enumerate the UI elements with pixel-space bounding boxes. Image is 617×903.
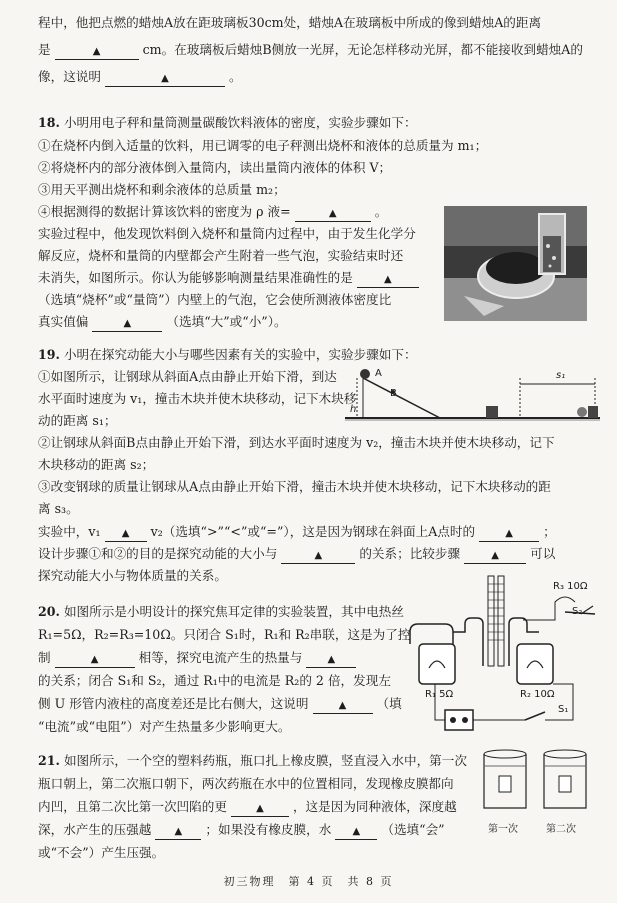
blank-mark: ▲ [384, 274, 392, 285]
joule-apparatus [405, 572, 605, 740]
q17-blank-2[interactable] [105, 71, 225, 87]
q17-text: 是 [38, 42, 51, 57]
q19-step-2a: ②让钢球从斜面B点由静止开始下滑，到达水平面时速度为 v₂，撞击木块并使木块移动，记下 [38, 435, 555, 450]
q19-text: 的关系；比较步骤 [359, 546, 461, 561]
q17-line2 [38, 40, 583, 60]
q20-text: 制 [38, 650, 51, 665]
q21-line4 [38, 820, 445, 840]
q19-step-1a: ①如图所示，让钢球从斜面A点由静止开始下滑，到达 [38, 369, 337, 384]
q20-blank-1[interactable] [55, 652, 135, 668]
blank-mark: ▲ [327, 654, 336, 665]
q20-blank-3[interactable] [313, 698, 373, 714]
q20-line2: R₁=5Ω，R₂=R₃=10Ω。只闭合 S₁时，R₁和 R₂串联，这是为了控 [38, 627, 411, 642]
q20-line3 [38, 648, 356, 668]
label-s1: s₁ [556, 370, 566, 381]
q20-line4: 的关系；闭合 S₁和 S₂，通过 R₁中的电流是 R₂的 2 倍，发现左 [38, 673, 391, 688]
blank-mark: ▲ [121, 528, 130, 539]
q18-step-4 [38, 202, 387, 222]
ramp-diagram [345, 366, 605, 428]
blank-mark: ▲ [352, 826, 361, 837]
q17-line1: 程中，他把点燃的蜡烛A放在距玻璃板30cm处，蜡烛A在玻璃板中所成的像到蜡烛A的距离 [38, 15, 542, 30]
q21-line5: 或“不会”）产生压强。 [38, 845, 165, 860]
q20-text: 侧 U 形管内液柱的高度差还是比右侧大，这说明 [38, 696, 309, 711]
q21-text: 内凹，且第二次比第一次凹陷的更 [38, 799, 227, 814]
q19-text: 设计步骤①和②的目的是探究动能的大小与 [38, 546, 278, 561]
q21-text: （选填“会” [381, 822, 445, 837]
q21-line1 [38, 751, 467, 771]
blank-mark: ▲ [174, 826, 183, 837]
q19-text: 可以 [530, 546, 556, 561]
label-B: B [390, 388, 397, 399]
q17-text: 像，这说明 [38, 69, 101, 84]
q18-intro [38, 113, 417, 133]
q20-text: 如图所示是小明设计的探究焦耳定律的实验装置，其中电热丝 [63, 604, 404, 619]
page-footer: 初三物理 第 4 页 共 8 页 [223, 875, 394, 888]
q18-para-2: 解反应，烧杯和量筒的内壁都会产生附着一些气泡，实验结束时还 [38, 248, 404, 263]
q18-text: 。 [374, 204, 388, 219]
q19-text: v₂（选填“>”“<”或“=”），这是因为钢球在斜面上A点时的 [150, 524, 476, 539]
blank-mark: ▲ [328, 208, 337, 219]
q18-text: （选填“大”或“小”）。 [166, 314, 287, 329]
q17-line3 [38, 67, 242, 87]
q20-blank-2[interactable] [306, 652, 356, 668]
q20-line5 [38, 694, 402, 714]
blank-mark: ▲ [338, 700, 347, 711]
q21-text: ；如果没有橡皮膜，水 [205, 822, 332, 837]
q20-line6: “电流”或“电阻”）对产生热量多少影响更大。 [38, 719, 291, 734]
q21-text: 深，水产生的压强越 [38, 822, 152, 837]
q18-para-1: 实验过程中，他发现饮料倒入烧杯和量筒内过程中，由于发生化学分 [38, 226, 416, 241]
q18-step-1: ①在烧杯内倒入适量的饮料，用已调零的电子秤测出烧杯和液体的总质量为 m₁； [38, 138, 488, 153]
q19-step-2b: 木块移动的距离 s₂； [38, 457, 155, 472]
q19-intro-text: 小明在探究动能大小与哪些因素有关的实验中，实验步骤如下： [63, 347, 417, 362]
q18-text: ④根据测得的数据计算该饮料的密度为 ρ 液= [38, 204, 291, 219]
blank-mark: ▲ [505, 528, 513, 539]
q18-para-4: （选填“烧杯”或“量筒”）内壁上的气泡，它会使所测液体密度比 [38, 292, 392, 307]
q21-line2: 瓶口朝上，第二次瓶口朝下，两次药瓶在水中的位置相同，发现橡皮膜都向 [38, 776, 454, 791]
q20-text: （填 [376, 696, 402, 711]
q19-step-3a: ③改变钢球的质量让钢球从A点由静止开始下滑，撞击木块并使木块移动，记下木块移动的距 [38, 479, 551, 494]
q19-text: 实验中，v₁ [38, 524, 101, 539]
q19-step-3b: 离 s₃。 [38, 501, 79, 516]
q18-step-2: ②将烧杯内的部分液体倒入量筒内，读出量筒内液体的体积 V； [38, 160, 392, 175]
q19-blank-3[interactable] [281, 548, 355, 564]
q19-step-1b: 水平面时速度为 v₁，撞击木块并使木块移动，记下木块移 [38, 391, 357, 406]
q18-para-5 [38, 312, 287, 332]
label-R1: R₁ 5Ω [425, 689, 454, 700]
blank-mark: ▲ [256, 803, 264, 814]
beaker-photo [444, 206, 587, 321]
q19-exp-3: 探究动能大小与物体质量的关系。 [38, 568, 227, 583]
q21-text: 如图所示，一个空的塑料药瓶，瓶口扎上橡皮膜，竖直浸入水中，第一次 [63, 753, 467, 768]
q18-step-3: ③用天平测出烧杯和剩余液体的总质量 m₂； [38, 182, 286, 197]
q19-exp-2 [38, 544, 555, 564]
blank-mark: ▲ [123, 318, 132, 329]
q19-blank-2[interactable] [479, 526, 539, 542]
q21-blank-2[interactable] [155, 824, 201, 840]
blank-mark: ▲ [491, 550, 499, 561]
q17-text: 。 [229, 69, 242, 84]
blank-mark: ▲ [90, 654, 99, 665]
q17-blank-1[interactable] [55, 44, 139, 60]
label-S2: S₂ [572, 606, 583, 617]
caption-first: 第一次 [488, 824, 518, 835]
question-number: 18. [38, 115, 60, 130]
label-R3: R₃ 10Ω [553, 581, 588, 592]
q19-intro [38, 345, 417, 365]
label-R2: R₂ 10Ω [520, 689, 555, 700]
caption-second: 第二次 [546, 824, 576, 835]
q20-text: 相等，探究电流产生的热量与 [138, 650, 303, 665]
q19-step-1c: 动的距离 s₁； [38, 413, 117, 428]
q18-blank-2[interactable] [357, 272, 419, 288]
q19-blank-4[interactable] [464, 548, 526, 564]
label-h: h [350, 404, 357, 415]
bottle-diagram [478, 746, 598, 816]
q19-text: ； [543, 524, 556, 539]
label-S1: S₁ [558, 704, 569, 715]
q21-blank-3[interactable] [335, 824, 377, 840]
question-number: 21. [38, 753, 60, 768]
q18-text: 未消失，如图所示。你认为能够影响测量结果准确性的是 [38, 270, 353, 285]
q18-text: 真实值偏 [38, 314, 89, 329]
q21-text: ，这是因为同种液体，深度越 [292, 799, 457, 814]
q18-para-3 [38, 268, 419, 288]
blank-mark: ▲ [92, 46, 101, 57]
blank-mark: ▲ [314, 550, 323, 561]
q19-exp-1 [38, 522, 556, 542]
q17-text: cm。在玻璃板后蜡烛B侧放一光屏，无论怎样移动光屏，都不能接收到蜡烛A的 [142, 42, 583, 57]
question-number: 20. [38, 604, 60, 619]
q18-blank-1[interactable] [295, 206, 371, 222]
q18-intro-text: 小明用电子秤和量筒测量碳酸饮料液体的密度，实验步骤如下： [63, 115, 417, 130]
q18-blank-3[interactable] [92, 316, 162, 332]
q21-line3 [38, 797, 457, 817]
question-number: 19. [38, 347, 60, 362]
q19-blank-1[interactable] [105, 526, 147, 542]
blank-mark: ▲ [161, 73, 169, 84]
label-A: A [375, 368, 382, 379]
q21-blank-1[interactable] [231, 801, 289, 817]
q20-line1 [38, 602, 404, 622]
